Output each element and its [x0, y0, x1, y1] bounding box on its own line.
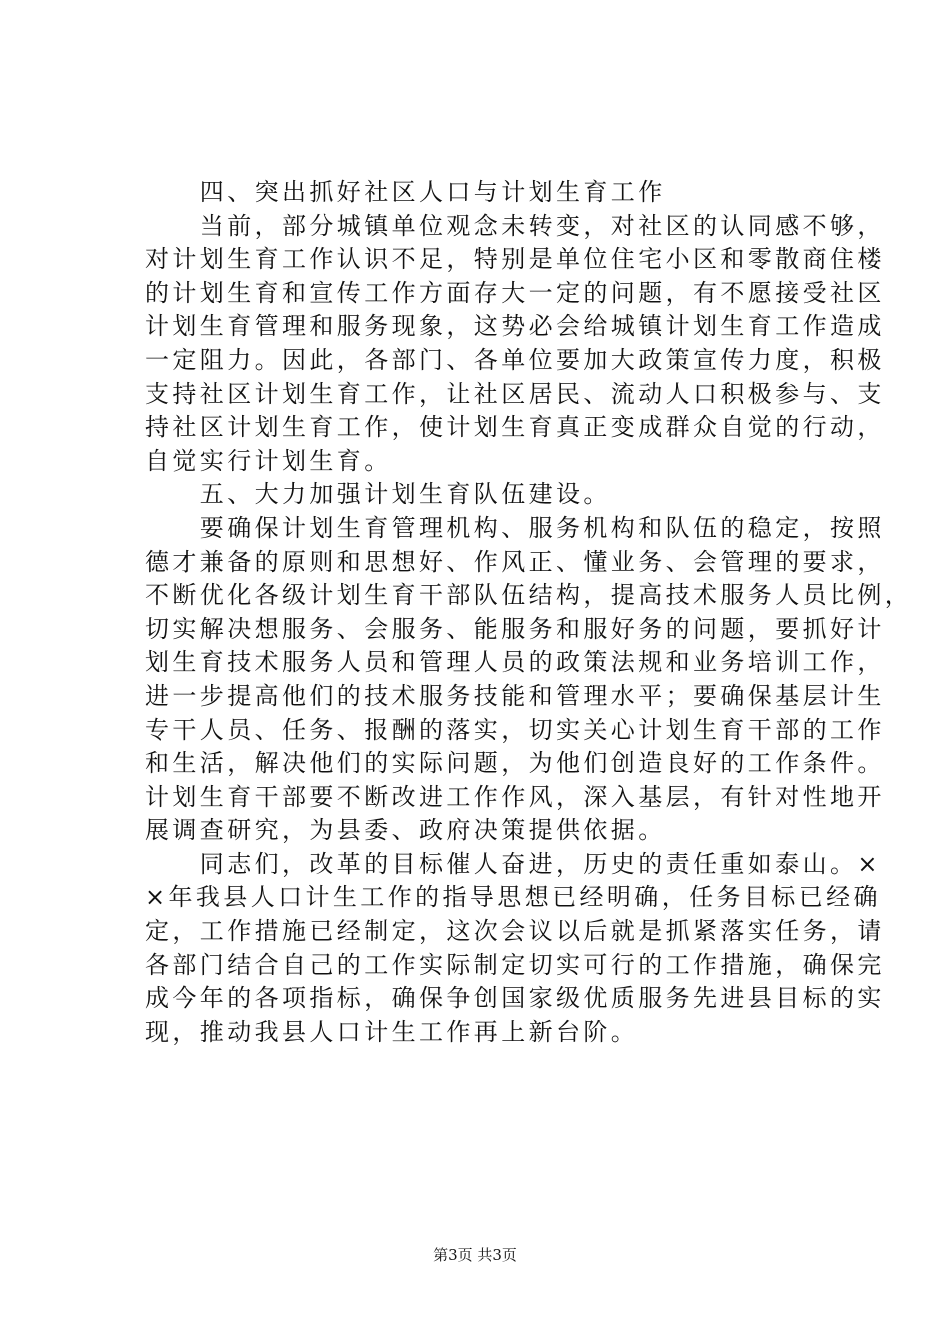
text-line: 定，工作措施已经制定，这次会议以后就是抓紧落实任务，请: [145, 917, 885, 946]
text-line: 的计划生育和宣传工作方面存大一定的问题，有不愿接受社区: [145, 278, 885, 307]
text-line: 切实解决想服务、会服务、能服务和服好务的问题，要抓好计: [145, 614, 885, 643]
text-line: 和生活，解决他们的实际问题，为他们创造良好的工作条件。: [145, 749, 885, 778]
text-line: 同志们，改革的目标催人奋进，历史的责任重如泰山。×: [145, 849, 881, 878]
text-line: 划生育技术服务人员和管理人员的政策法规和业务培训工作，: [145, 648, 885, 677]
text-line: 展调查研究，为县委、政府决策提供依据。: [145, 816, 666, 845]
text-line: 成今年的各项指标，确保争创国家级优质服务先进县目标的实: [145, 984, 885, 1013]
text-line: 当前，部分城镇单位观念未转变，对社区的认同感不够，: [145, 211, 885, 240]
text-line: 四、突出抓好社区人口与计划生育工作: [145, 178, 666, 206]
text-line: 对计划生育工作认识不足，特别是单位住宅小区和零散商住楼: [145, 245, 885, 274]
text-line: 计划生育干部要不断改进工作作风，深入基层，有针对性地开: [145, 782, 885, 811]
text-line: 要确保计划生育管理机构、服务机构和队伍的稳定，按照: [145, 513, 885, 542]
text-line: 进一步提高他们的技术服务技能和管理水平；要确保基层计生: [145, 681, 885, 710]
text-line: 一定阻力。因此，各部门、各单位要加大政策宣传力度，积极: [145, 345, 885, 374]
body-text: [145, 176, 913, 1049]
text-line: 德才兼备的原则和思想好、作风正、懂业务、会管理的要求，: [145, 547, 885, 576]
text-line: 现，推动我县人口计生工作再上新台阶。: [145, 1017, 639, 1046]
text-line: 五、大力加强计划生育队伍建设。: [145, 480, 611, 509]
text-line: 支持社区计划生育工作，让社区居民、流动人口积极参与、支: [145, 379, 885, 408]
text-line: 各部门结合自己的工作实际制定切实可行的工作措施，确保完: [145, 950, 885, 979]
text-line: 不断优化各级计划生育干部队伍结构，提高技术服务人员比例，: [145, 581, 913, 610]
text-line: 计划生育管理和服务现象，这势必会给城镇计划生育工作造成: [145, 312, 885, 341]
text-line: 自觉实行计划生育。: [145, 446, 392, 475]
page-footer: 第3页 共3页: [433, 1246, 517, 1264]
text-line: 持社区计划生育工作，使计划生育真正变成群众自觉的行动，: [145, 413, 885, 442]
text-line: ×年我县人口计生工作的指导思想已经明确，任务目标已经确: [145, 883, 881, 912]
text-line: 专干人员、任务、报酬的落实，切实关心计划生育干部的工作: [145, 715, 885, 744]
